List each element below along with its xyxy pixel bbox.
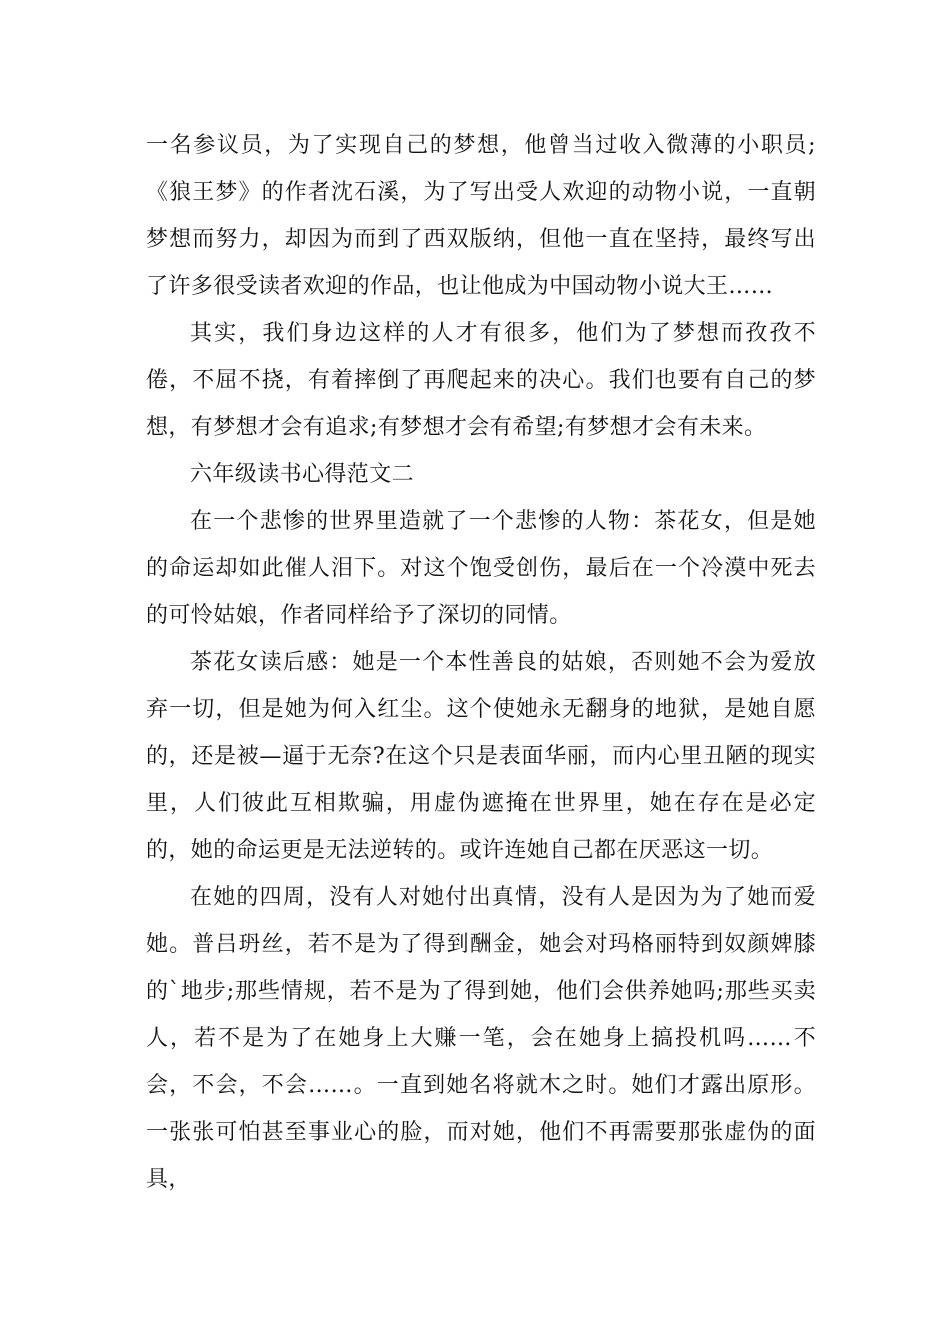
paragraph-conclusion: 其实，我们身边这样的人才有很多，他们为了梦想而孜孜不倦，不屈不挠，有着摔倒了再爬起来的决心。我们也要有自己的梦想，有梦想才会有追求;有梦想才会有希望;有梦想才会有未来。 — [146, 321, 816, 440]
paragraph-continuation: 一名参议员，为了实现自己的梦想，他曾当过收入微薄的小职员;《狼王梦》的作者沈石溪，为了写出受人欢迎的动物小说，一直朝梦想而努力，却因为而到了西双版纳，但他一直在坚持，最终写出了许多很受读者欢迎的作品，也让他成为中国动物小说大王…… — [146, 133, 816, 299]
paragraph-intro: 在一个悲惨的世界里造就了一个悲惨的人物：茶花女，但是她的命运却如此催人泪下。对这个饱受创伤，最后在一个冷漠中死去的可怜姑娘，作者同样给予了深切的同情。 — [146, 509, 816, 628]
document-body — [146, 122, 816, 1203]
section-heading: 六年级读书心得范文二 — [190, 462, 415, 487]
paragraph-reflection: 茶花女读后感：她是一个本性善良的姑娘，否则她不会为爱放弃一切，但是她为何入红尘。这个使她永无翻身的地狱，是她自愿的，还是被—逼于无奈?在这个只是表面华丽，而内心里丑陋的现实里，人们彼此互相欺骗，用虚伪遮掩在世界里，她在存在是必定的，她的命运更是无法逆转的。或许连她自己都在厌恶这一切。 — [146, 650, 816, 863]
paragraph-surroundings: 在她的四周，没有人对她付出真情，没有人是因为为了她而爱她。普吕玬丝，若不是为了得到酬金，她会对玛格丽特到奴颜婢膝的`地步;那些情规，若不是为了得到她，他们会供养她吗;那些买卖人，若不是为了在她身上大赚一笔，会在她身上搞投机吗……不会，不会，不会……。一直到她名将就木之时。她们才露出原形。一张张可怕甚至事业心的脸，而对她，他们不再需要那张虚伪的面具， — [146, 885, 816, 1192]
